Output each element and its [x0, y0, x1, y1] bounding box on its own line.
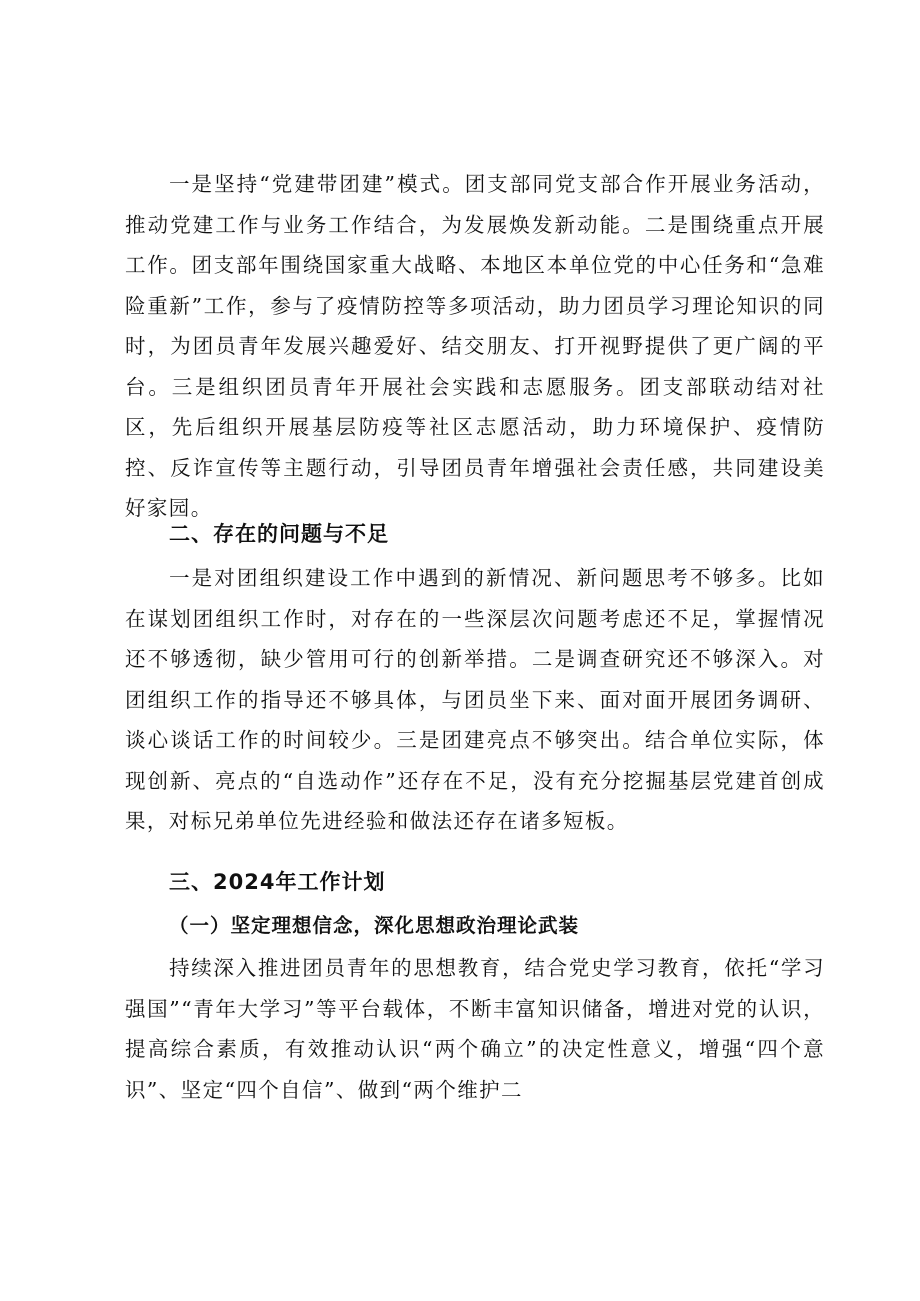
section-heading-work-plan: 三、2024年工作计划 [169, 870, 386, 894]
section-heading-problems: 二、存在的问题与不足 [169, 522, 389, 546]
paragraph-ideals: 持续深入推进团员青年的思想教育，结合党史学习教育，依托“学习强国”“青年大学习”等平台载体，不断丰富知识储备，增进对党的认识，提高综合素质，有效推动认识“两个确立”的决定性意义，增强“四个意识”、坚定“四个自信”、做到“两个维护二 [125, 956, 825, 1102]
subsection-heading-ideals: （一）坚定理想信念，深化思想政治理论武装 [169, 914, 580, 937]
paragraph-problems: 一是对团组织建设工作中遇到的新情况、新问题思考不够多。比如在谋划团组织工作时，对存在的一些深层次问题考虑还不足，掌握情况还不够透彻，缺少管用可行的创新举措。二是调查研究还不够深入。对团组织工作的指导还不够具体，与团员坐下来、面对面开展团务调研、谈心谈话工作的时间较少。三是团建亮点不够突出。结合单位实际，体现创新、亮点的“自选动作”还存在不足，没有充分挖掘基层党建首创成果，对标兄弟单位先进经验和做法还存在诸多短板。 [125, 566, 825, 833]
paragraph-achievements: 一是坚持“党建带团建”模式。团支部同党支部合作开展业务活动，推动党建工作与业务工作结合，为发展焕发新动能。二是围绕重点开展工作。团支部年围绕国家重大战略、本地区本单位党的中心任务和“急难险重新”工作，参与了疫情防控等多项活动，助力团员学习理论知识的同时，为团员青年发展兴趣爱好、结交朋友、打开视野提供了更广阔的平台。三是组织团员青年开展社会实践和志愿服务。团支部联动结对社区，先后组织开展基层防疫等社区志愿活动，助力环境保护、疫情防控、反诈宣传等主题行动，引导团员青年增强社会责任感，共同建设美好家园。 [125, 172, 825, 520]
